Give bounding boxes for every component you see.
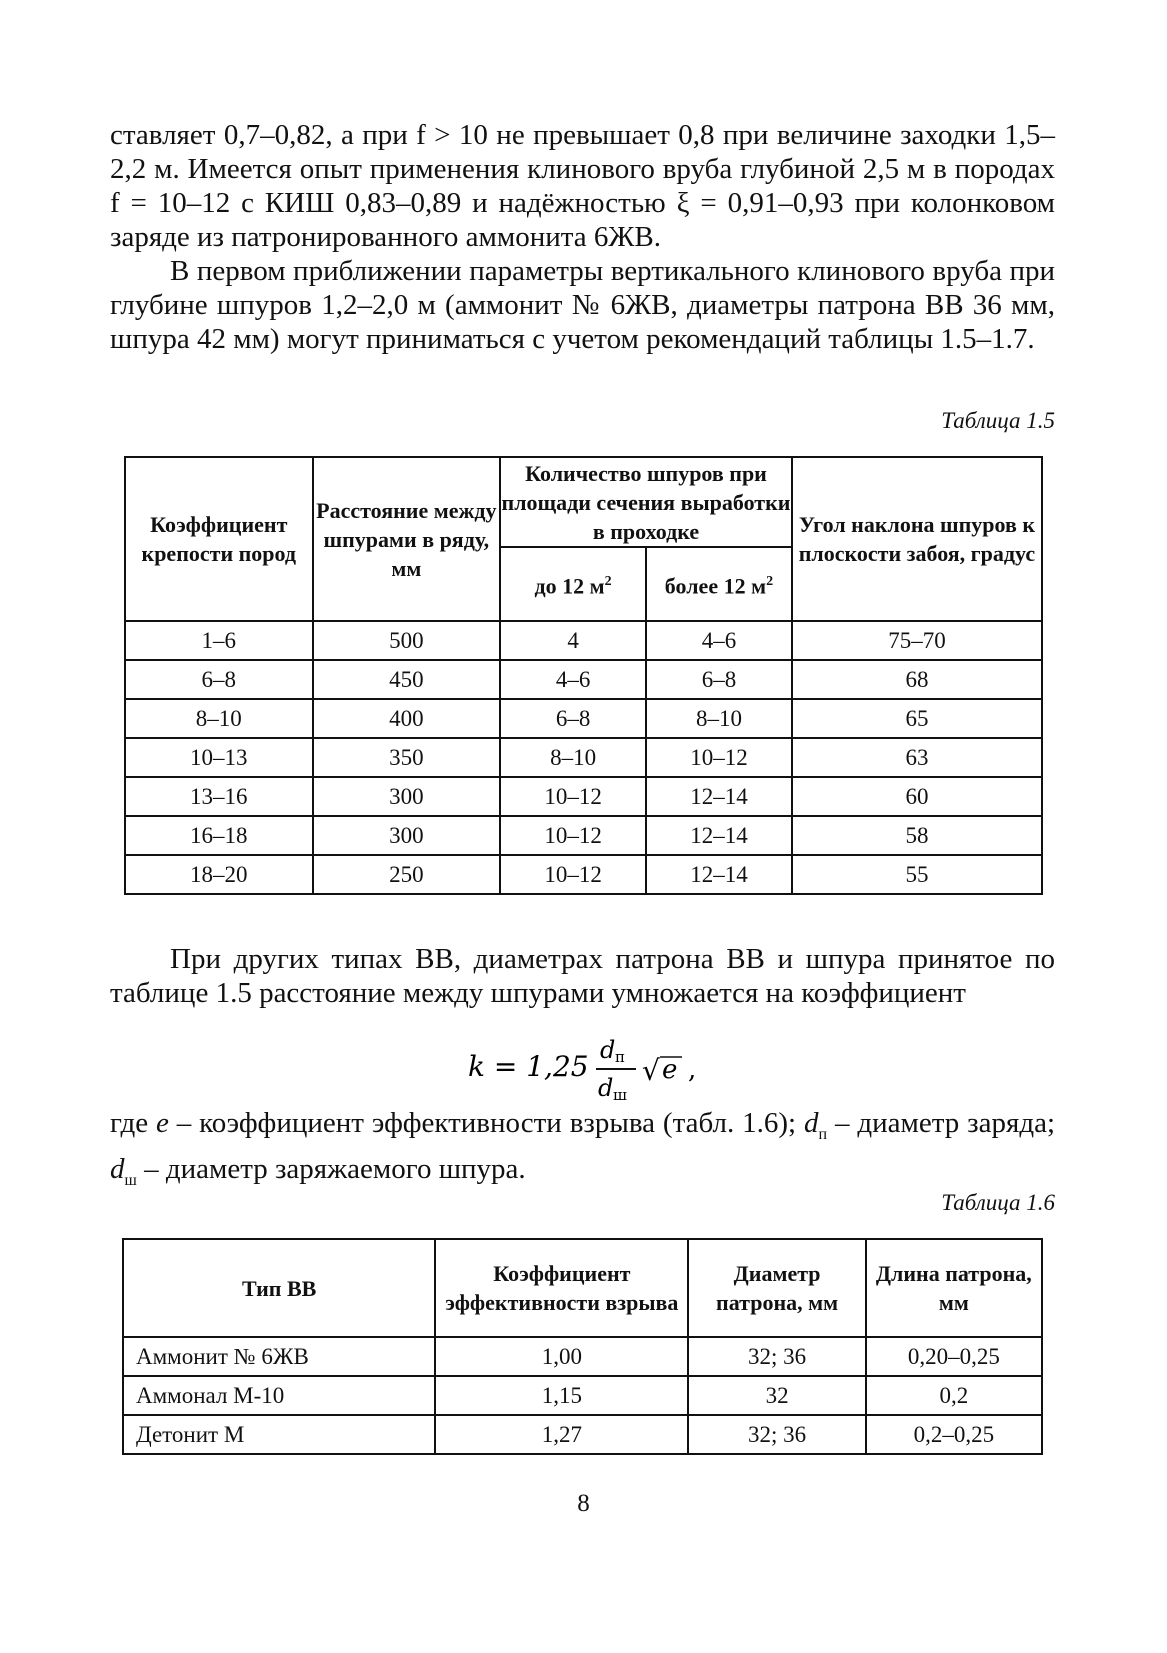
paragraph-3: При других типах ВВ, диаметрах патрона ВВ и шпура принятое по таблице 1.5 расстояние между шпурами умножается на коэффициент [110,943,1055,1009]
t15-header-sub2: более 12 $м^2$ [646,547,792,621]
table-row [123,1376,1042,1415]
t15-header-group: Количество шпуров при площади сечения выработки в проходке [500,457,792,547]
paragraph-1: ставляет 0,7–0,82, а при f > 10 не превышает 0,8 при величине заходки 1,5–2,2 м. Имеется опыт применения клинового вруба глубиной 2,5 м в породах f = 10–12 с КИШ 0,83–0,89 и надёжностью ξ = 0,91–0,93 при колонковом заряде из патронированного аммонита 6ЖВ. [110,119,1055,253]
table-cell: 8–10 [646,699,792,738]
t16-header-type: Тип ВВ [123,1239,435,1337]
t15-header-col1: Коэффициент крепости пород [125,457,313,621]
p4-e: e [155,1107,169,1139]
table-cell: 18–20 [125,855,313,894]
table-cell: 1,27 [435,1415,688,1454]
table-1-6-caption: Таблица 1.6 [941,1190,1055,1215]
table-cell: 250 [313,855,501,894]
table-1-5-caption: Таблица 1.5 [941,408,1055,433]
table-cell: 63 [792,738,1042,777]
table-cell: 68 [792,660,1042,699]
table-cell: 65 [792,699,1042,738]
table-cell: 16–18 [125,816,313,855]
t15-header-col2: Расстояние между шпурами в ряду, мм [313,457,501,621]
table-cell: 10–13 [125,738,313,777]
p4-mid1: – коэффициент эффективности взрыва (табл. 1.6); [176,1107,797,1139]
formula-denominator-sub: ш [613,1086,627,1104]
t16-header-diameter: Диаметр патрона, мм [688,1239,865,1337]
formula-svg [468,1024,718,1106]
table-cell: 8–10 [125,699,313,738]
table-row [125,816,1042,855]
table-cell: 4–6 [646,621,792,660]
table-cell: 6–8 [500,699,646,738]
table-cell: 6–8 [646,660,792,699]
table-cell: 1,00 [435,1337,688,1376]
table-cell: 300 [313,816,501,855]
table-cell: 58 [792,816,1042,855]
formula-k [468,1024,718,1106]
t16-header-coef: Коэффициент эффективности взрыва [435,1239,688,1337]
paragraph-intro [110,118,1055,356]
paragraph-2: В первом приближении параметры вертикального клинового вруба при глубине шпуров 1,2–2,0 м (аммонит № 6ЖВ, диаметры патрона ВВ 36 мм, шпура 42 мм) могут приниматься с учетом рекомендаций таблицы 1.5–1.7. [110,255,1055,355]
table-cell: 0,2 [866,1376,1042,1415]
table-cell: 400 [313,699,501,738]
table-row [125,660,1042,699]
table-1-5 [124,456,1043,895]
p4-end: – диаметр заряжаемого шпура. [144,1152,526,1185]
table-row [125,777,1042,816]
page-number: 8 [577,1490,590,1517]
table-cell: 75–70 [792,621,1042,660]
table-cell: 1,15 [435,1376,688,1415]
table-cell: 32 [688,1376,865,1415]
table-cell: 32; 36 [688,1337,865,1376]
table-row [125,699,1042,738]
formula-lhs: k = 1,25 [468,1050,589,1083]
table-cell: 0,20–0,25 [866,1337,1042,1376]
table-cell: 12–14 [646,855,792,894]
table-cell: 350 [313,738,501,777]
formula-numerator-sub: п [615,1048,625,1066]
table-cell: 55 [792,855,1042,894]
formula-tail: , [688,1055,697,1085]
table-row [125,738,1042,777]
table-cell: 8–10 [500,738,646,777]
table-cell: 500 [313,621,501,660]
table-cell: 10–12 [500,855,646,894]
table-row [125,621,1042,660]
table-cell: 32; 36 [688,1415,865,1454]
table-cell: 10–12 [500,777,646,816]
table-cell: 10–12 [646,738,792,777]
table-cell: 10–12 [500,816,646,855]
table-cell: 6–8 [125,660,313,699]
table-cell: 300 [313,777,501,816]
table-cell: Аммонит № 6ЖВ [123,1337,435,1376]
table-row [123,1337,1042,1376]
p4-dsh: d [110,1152,125,1185]
table-cell: 1–6 [125,621,313,660]
p4-dp-sub: п [818,1125,828,1143]
table-cell: 4 [500,621,646,660]
table-cell: 13–16 [125,777,313,816]
t15-header-col5: Угол наклона шпуров к плоскости забоя, градус [792,457,1042,621]
p4-dsh-sub: ш [124,1171,137,1189]
p4-prefix: где [110,1107,149,1139]
table-1-6 [122,1238,1043,1455]
table-cell: Детонит М [123,1415,435,1454]
formula-numerator: d [600,1036,616,1064]
formula-denominator: d [598,1074,614,1102]
table-row [123,1415,1042,1454]
formula-root: √ [642,1054,660,1087]
table-cell: Аммонал М-10 [123,1376,435,1415]
table-cell: 450 [313,660,501,699]
table-cell: 4–6 [500,660,646,699]
t16-header-length: Длина патрона, мм [866,1239,1042,1337]
table-cell: 60 [792,777,1042,816]
paragraph-4 [110,1106,1055,1198]
p4-mid2: – диаметр заряда; [834,1107,1056,1139]
table-cell: 0,2–0,25 [866,1415,1042,1454]
table-cell: 12–14 [646,816,792,855]
formula-root-arg: e [662,1055,678,1085]
p4-dp: d [804,1107,819,1139]
t15-header-sub1: до 12 $м^2$ [500,547,646,621]
table-cell: 12–14 [646,777,792,816]
table-row [125,855,1042,894]
